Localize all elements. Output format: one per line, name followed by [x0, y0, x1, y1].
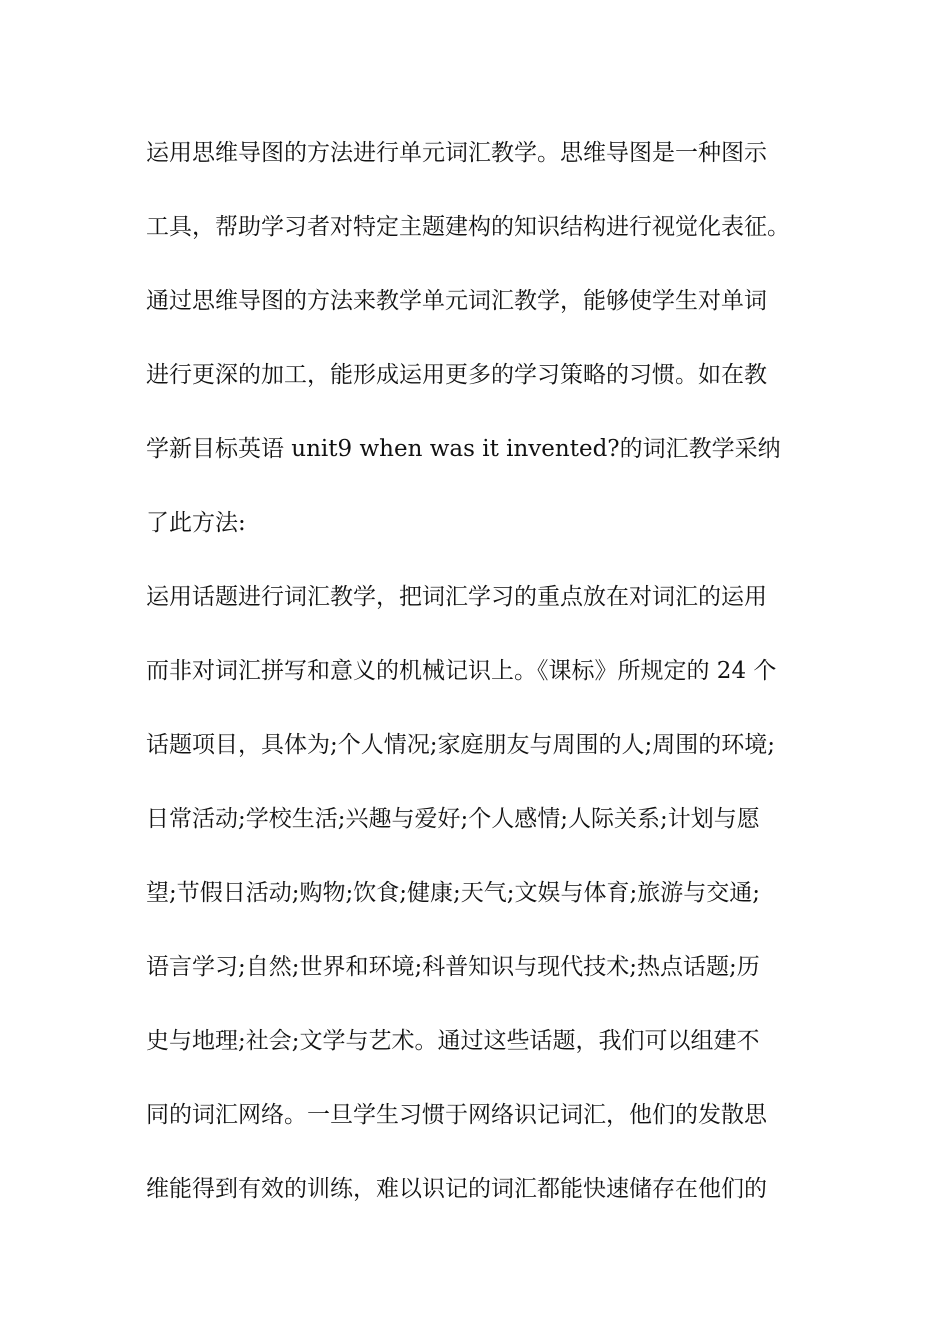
text-line: 话题项目，具体为;个人情况;家庭朋友与周围的人;周围的环境; [146, 732, 775, 758]
text-line: 通过思维导图的方法来教学单元词汇教学，能够使学生对单词 [146, 288, 767, 314]
text-line: 史与地理;社会;文学与艺术。通过这些话题，我们可以组建不 [146, 1028, 760, 1054]
text-line: 日常活动;学校生活;兴趣与爱好;个人感情;人际关系;计划与愿 [146, 806, 760, 832]
text-line: 望;节假日活动;购物;饮食;健康;天气;文娱与体育;旅游与交通; [146, 880, 760, 906]
text-line: 工具，帮助学习者对特定主题建构的知识结构进行视觉化表征。 [146, 214, 790, 240]
text-line: 学新目标英语 unit9 when was it invented?的词汇教学采纳 [146, 436, 781, 462]
text-line: 语言学习;自然;世界和环境;科普知识与现代技术;热点话题;历 [146, 954, 760, 980]
text-line: 了此方法: [146, 510, 246, 536]
text-line: 运用话题进行词汇教学，把词汇学习的重点放在对词汇的运用 [146, 584, 767, 610]
text-line: 运用思维导图的方法进行单元词汇教学。思维导图是一种图示 [146, 140, 767, 166]
text-line: 维能得到有效的训练，难以识记的词汇都能快速储存在他们的 [146, 1176, 767, 1202]
text-line: 同的词汇网络。一旦学生习惯于网络识记词汇，他们的发散思 [146, 1102, 767, 1128]
text-line: 进行更深的加工，能形成运用更多的学习策略的习惯。如在教 [146, 362, 767, 388]
text-line: 而非对词汇拼写和意义的机械记识上。《课标》所规定的 24 个 [146, 658, 777, 684]
